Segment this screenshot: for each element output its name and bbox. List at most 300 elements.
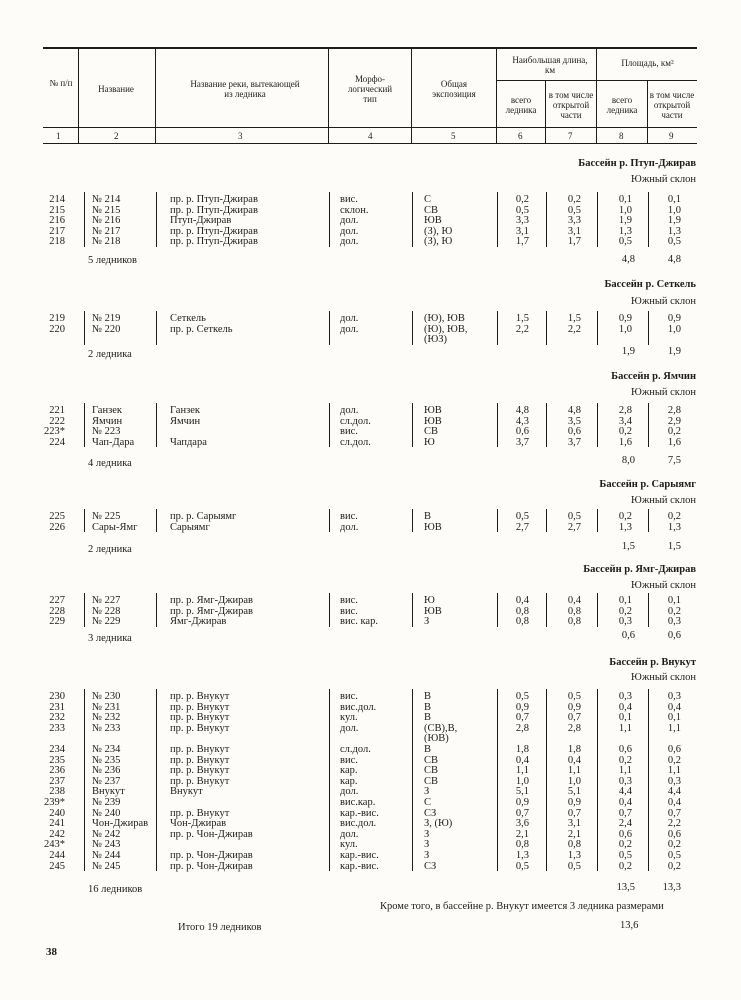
table-row [0, 314, 741, 324]
length-total: 0,4 [515, 754, 529, 766]
morphologic-type: кар. [340, 775, 358, 787]
column-separator [84, 192, 85, 247]
length-total: 0,7 [515, 712, 529, 724]
length-total: 0,5 [515, 204, 529, 216]
basin-title: Бассейн р. Сарыямг [599, 479, 696, 490]
area-total: 2,8 [618, 405, 632, 416]
river-name: пр. р. Птуп-Джирав [170, 225, 258, 237]
area-open: 1,0 [667, 323, 681, 335]
table-row [0, 417, 741, 427]
column-separator [597, 689, 598, 871]
header-col4: Морфо-логический тип [347, 74, 393, 104]
morphologic-type: сл.дол. [340, 415, 371, 427]
length-total: 2,2 [515, 323, 529, 335]
length-total: 0,9 [515, 797, 529, 808]
table-row [0, 819, 741, 829]
area-open: 0,6 [667, 744, 681, 755]
length-open: 4,8 [567, 405, 581, 416]
basin-area-open: 0,6 [667, 630, 681, 641]
basin-glacier-count: 2 ледника [88, 544, 132, 555]
river-name: пр. р. Внукут [170, 701, 230, 713]
table-row [0, 227, 741, 237]
area-total: 1,1 [618, 722, 632, 734]
area-total: 0,3 [618, 691, 632, 702]
glacier-name: № 243 [92, 839, 121, 851]
header-col5: Общая экспозиция [432, 79, 476, 99]
glacier-name: № 216 [92, 215, 121, 227]
header-bottom-rule [43, 127, 697, 128]
exposition: ЮВ [424, 521, 442, 533]
column-separator [497, 593, 498, 627]
area-open: 1,6 [667, 436, 681, 448]
river-name: пр. р. Внукут [170, 754, 230, 766]
area-total: 0,2 [618, 511, 632, 522]
column-separator [412, 509, 413, 532]
area-total: 1,0 [618, 204, 632, 216]
area-open: 0,2 [667, 754, 681, 766]
column-separator [497, 192, 498, 247]
header-divider [328, 48, 329, 143]
river-name: пр. р. Внукут [170, 722, 230, 734]
column-number: 2 [114, 131, 119, 141]
morphologic-type: вис. [340, 194, 358, 205]
morphologic-type: кул. [340, 712, 358, 724]
glacier-name: № 244 [92, 850, 121, 861]
basin-area-open: 7,5 [667, 455, 681, 466]
table-row [0, 195, 741, 205]
length-open: 0,8 [567, 605, 581, 617]
column-separator [648, 403, 649, 447]
table-row [0, 406, 741, 416]
slope-label: Южный склон [631, 296, 696, 307]
exposition: (СВ),В, [424, 722, 458, 734]
column-separator [329, 311, 330, 345]
area-open: 0,9 [667, 313, 681, 324]
exposition: Ю [424, 436, 435, 448]
area-total: 0,6 [618, 828, 632, 840]
length-total: 0,8 [515, 839, 529, 851]
table-row [0, 617, 741, 627]
river-name: Сеткель [170, 313, 206, 324]
length-total: 0,2 [515, 194, 529, 205]
row-number: 241 [49, 818, 65, 830]
table-row [0, 840, 741, 850]
row-number: 243* [44, 839, 65, 851]
header-group-area: Площадь, км² [621, 58, 674, 68]
basin-title: Бассейн р. Ямчин [611, 371, 696, 382]
area-open: 1,3 [667, 225, 681, 237]
footnote-text: Кроме того, в бассейне р. Внукут имеется 3 ледника размерами [380, 901, 664, 912]
row-number: 231 [49, 701, 65, 713]
column-separator [497, 689, 498, 871]
table-row [0, 862, 741, 872]
morphologic-type: сл.дол. [340, 436, 371, 448]
total-value: 13,6 [620, 920, 639, 931]
exposition: ЮВ [424, 605, 442, 617]
row-number: 215 [49, 204, 65, 216]
exposition: (З), Ю [424, 236, 453, 248]
length-open: 3,1 [567, 818, 581, 830]
row-number: 242 [49, 828, 65, 840]
glacier-name: Чон-Джирав [92, 818, 149, 830]
length-open: 2,7 [567, 521, 581, 533]
header-col9: в том числе открытой части [649, 90, 695, 120]
table-row [0, 206, 741, 216]
length-open: 0,5 [567, 860, 581, 872]
glacier-name: Ямчин [92, 415, 123, 427]
glacier-name: № 242 [92, 828, 121, 840]
length-open: 3,1 [567, 225, 581, 237]
row-number: 233 [49, 722, 65, 734]
table-row [0, 335, 741, 345]
area-open: 0,7 [667, 807, 681, 819]
total-label: Итого 19 ледников [178, 922, 262, 933]
slope-label: Южный склон [631, 174, 696, 185]
exposition: (З), Ю [424, 225, 453, 237]
glacier-name: № 229 [92, 616, 121, 628]
river-name: пр. р. Сеткель [170, 323, 233, 335]
length-total: 1,1 [515, 765, 529, 777]
column-separator [648, 509, 649, 532]
basin-area-total: 8,0 [621, 455, 635, 466]
river-name: Птуп-Джирав [170, 215, 232, 227]
column-separator [546, 192, 547, 247]
colnum-bottom-rule [43, 143, 697, 144]
exposition: С [424, 797, 432, 808]
area-open: 0,1 [667, 595, 681, 606]
area-total: 0,2 [618, 754, 632, 766]
length-open: 0,7 [567, 712, 581, 724]
exposition: З [424, 828, 430, 840]
exposition: СВ [424, 754, 439, 766]
table-row [0, 809, 741, 819]
area-total: 0,6 [618, 744, 632, 755]
row-number: 222 [49, 415, 65, 427]
area-total: 1,9 [618, 215, 632, 227]
morphologic-type: дол. [340, 828, 359, 840]
row-number: 217 [49, 225, 65, 237]
exposition: В [424, 511, 432, 522]
glacier-name: № 230 [92, 691, 121, 702]
river-name: пр. р. Внукут [170, 765, 230, 777]
area-open: 1,1 [667, 765, 681, 777]
area-total: 0,2 [618, 605, 632, 617]
river-name: пр. р. Чон-Джирав [170, 850, 253, 861]
morphologic-type: вис. [340, 691, 358, 702]
row-number: 225 [49, 511, 65, 522]
header-divider [411, 48, 412, 143]
column-number: 9 [669, 131, 674, 141]
glacier-name: Ганзек [92, 405, 122, 416]
table-row [0, 512, 741, 522]
length-total: 2,8 [515, 722, 529, 734]
length-open: 0,7 [567, 807, 581, 819]
basin-glacier-count: 16 ледников [88, 884, 143, 895]
column-separator [412, 311, 413, 345]
table-row [0, 756, 741, 766]
basin-area-total: 4,8 [621, 254, 635, 265]
column-separator [546, 689, 547, 871]
row-number: 244 [49, 850, 65, 861]
column-separator [329, 403, 330, 447]
area-open: 0,2 [667, 511, 681, 522]
row-number: 214 [49, 194, 65, 205]
length-open: 2,1 [567, 828, 581, 840]
morphologic-type: кул. [340, 839, 358, 851]
river-name: пр. р. Внукут [170, 807, 230, 819]
morphologic-type: вис. кар. [340, 616, 378, 628]
length-open: 3,5 [567, 415, 581, 427]
row-number: 238 [49, 786, 65, 798]
river-name: пр. р. Ямг-Джирав [170, 595, 253, 606]
morphologic-type: вис. [340, 511, 358, 522]
row-number: 234 [49, 744, 65, 755]
length-total: 4,8 [515, 405, 529, 416]
glacier-name: № 223 [92, 426, 121, 438]
area-total: 2,4 [618, 818, 632, 830]
column-separator [156, 509, 157, 532]
header-divider [647, 81, 648, 143]
exposition: В [424, 712, 432, 724]
column-number: 3 [238, 131, 243, 141]
column-separator [84, 689, 85, 871]
morphologic-type: дол. [340, 225, 359, 237]
exposition: СВ [424, 426, 439, 438]
glacier-name: № 231 [92, 701, 121, 713]
column-separator [84, 593, 85, 627]
slope-label: Южный склон [631, 387, 696, 398]
length-open: 1,1 [567, 765, 581, 777]
length-open: 0,6 [567, 426, 581, 438]
morphologic-type: дол. [340, 722, 359, 734]
column-number: 6 [518, 131, 523, 141]
area-open: 0,2 [667, 839, 681, 851]
column-separator [156, 192, 157, 247]
length-open: 0,8 [567, 839, 581, 851]
row-number: 235 [49, 754, 65, 766]
length-open: 0,9 [567, 797, 581, 808]
glacier-name: № 234 [92, 744, 121, 755]
length-open: 0,8 [567, 616, 581, 628]
exposition: СВ [424, 204, 439, 216]
area-total: 3,4 [618, 415, 632, 427]
morphologic-type: вис.дол. [340, 701, 377, 713]
row-number: 228 [49, 605, 65, 617]
morphologic-type: кар. [340, 765, 358, 777]
length-total: 1,5 [515, 313, 529, 324]
area-total: 0,1 [618, 595, 632, 606]
row-number: 220 [49, 323, 65, 335]
morphologic-type: дол. [340, 521, 359, 533]
row-number: 239* [44, 797, 65, 808]
morphologic-type: кар.-вис. [340, 860, 379, 872]
table-row [0, 745, 741, 755]
column-separator [84, 403, 85, 447]
slope-label: Южный склон [631, 495, 696, 506]
length-total: 1,3 [515, 850, 529, 861]
length-total: 0,9 [515, 701, 529, 713]
table-row [0, 607, 741, 617]
area-open: 2,8 [667, 405, 681, 416]
exposition: (ЮВ) [424, 733, 449, 745]
basin-area-open: 13,3 [662, 882, 681, 893]
basin-title: Бассейн р. Внукут [609, 657, 696, 668]
river-name: пр. р. Чон-Джирав [170, 860, 253, 872]
length-open: 1,3 [567, 850, 581, 861]
morphologic-type: сл.дол. [340, 744, 371, 755]
exposition: ЮВ [424, 215, 442, 227]
length-total: 0,4 [515, 595, 529, 606]
river-name: Ганзек [170, 405, 200, 416]
table-row [0, 427, 741, 437]
glacier-name: № 240 [92, 807, 121, 819]
basin-glacier-count: 4 ледника [88, 458, 132, 469]
row-number: 219 [49, 313, 65, 324]
table-row [0, 692, 741, 702]
exposition: Ю [424, 595, 435, 606]
column-separator [546, 509, 547, 532]
exposition: СЗ [424, 807, 437, 819]
river-name: пр. р. Ямг-Джирав [170, 605, 253, 617]
exposition: З [424, 786, 430, 798]
glacier-name: № 236 [92, 765, 121, 777]
column-separator [597, 192, 598, 247]
column-number: 5 [451, 131, 456, 141]
column-separator [412, 593, 413, 627]
column-separator [597, 403, 598, 447]
column-separator [84, 311, 85, 345]
glacier-name: № 232 [92, 712, 121, 724]
page-number: 38 [46, 946, 57, 958]
basin-area-open: 4,8 [667, 254, 681, 265]
morphologic-type: вис. [340, 595, 358, 606]
exposition: З, (Ю) [424, 818, 453, 830]
table-row [0, 851, 741, 861]
basin-title: Бассейн р. Птуп-Джирав [578, 158, 696, 169]
glacier-name: № 217 [92, 225, 121, 237]
header-col8: всего ледника [606, 95, 638, 115]
river-name: пр. р. Внукут [170, 775, 230, 787]
river-name: пр. р. Птуп-Джирав [170, 204, 258, 216]
length-open: 0,5 [567, 511, 581, 522]
header-group-length: Наибольшая длина, км [512, 55, 588, 75]
glacier-name: № 235 [92, 754, 121, 766]
area-total: 1,3 [618, 521, 632, 533]
length-open: 2,8 [567, 722, 581, 734]
table-row [0, 237, 741, 247]
river-name: Ямчин [170, 415, 201, 427]
table-row [0, 724, 741, 734]
area-open: 0,6 [667, 828, 681, 840]
area-total: 0,2 [618, 860, 632, 872]
area-open: 0,5 [667, 850, 681, 861]
length-open: 0,9 [567, 701, 581, 713]
row-number: 221 [49, 405, 65, 416]
basin-area-open: 1,9 [667, 346, 681, 357]
glacier-name: № 227 [92, 595, 121, 606]
river-name: пр. р. Внукут [170, 712, 230, 724]
column-separator [648, 689, 649, 871]
length-total: 0,8 [515, 605, 529, 617]
column-separator [648, 593, 649, 627]
river-name: пр. р. Внукут [170, 691, 230, 702]
exposition: ЮВ [424, 405, 442, 416]
basin-area-total: 1,5 [621, 541, 635, 552]
column-separator [597, 311, 598, 345]
river-name: пр. р. Птуп-Джирав [170, 194, 258, 205]
column-separator [84, 509, 85, 532]
area-total: 1,0 [618, 323, 632, 335]
column-separator [412, 689, 413, 871]
exposition: (ЮЗ) [424, 334, 448, 346]
river-name: пр. р. Сарыямг [170, 511, 237, 522]
row-number: 218 [49, 236, 65, 248]
length-total: 5,1 [515, 786, 529, 798]
column-separator [497, 311, 498, 345]
morphologic-type: вис. [340, 426, 358, 438]
column-separator [156, 403, 157, 447]
header-top-rule [43, 47, 697, 49]
length-total: 0,8 [515, 616, 529, 628]
column-separator [546, 403, 547, 447]
column-separator [648, 311, 649, 345]
length-total: 3,3 [515, 215, 529, 227]
length-open: 1,8 [567, 744, 581, 755]
column-separator [497, 509, 498, 532]
basin-area-total: 13,5 [616, 882, 635, 893]
row-number: 227 [49, 595, 65, 606]
exposition: (Ю), ЮВ [424, 313, 465, 324]
river-name: Ямг-Джирав [170, 616, 227, 628]
exposition: В [424, 691, 432, 702]
area-open: 0,4 [667, 701, 681, 713]
length-total: 0,7 [515, 807, 529, 819]
table-row [0, 325, 741, 335]
basin-area-total: 0,6 [621, 630, 635, 641]
header-col7: в том числе открытой части [548, 90, 594, 120]
row-number: 223* [44, 426, 65, 438]
river-name: Чон-Джирав [170, 818, 227, 830]
area-total: 0,2 [618, 426, 632, 438]
area-total: 0,2 [618, 839, 632, 851]
area-open: 1,9 [667, 215, 681, 227]
row-number: 236 [49, 765, 65, 777]
header-divider [78, 48, 79, 143]
exposition: СВ [424, 765, 439, 777]
column-separator [597, 593, 598, 627]
length-total: 0,5 [515, 860, 529, 872]
column-separator [546, 593, 547, 627]
length-total: 3,1 [515, 225, 529, 237]
length-open: 1,0 [567, 775, 581, 787]
length-open: 0,2 [567, 194, 581, 205]
glacier-name: № 219 [92, 313, 121, 324]
area-total: 0,3 [618, 775, 632, 787]
table-row [0, 703, 741, 713]
glacier-name: Внукут [92, 786, 125, 798]
column-separator [648, 192, 649, 247]
exposition: СВ [424, 775, 439, 787]
column-number: 8 [619, 131, 624, 141]
exposition: З [424, 850, 430, 861]
river-name: Сарыямг [170, 521, 210, 533]
area-total: 0,4 [618, 701, 632, 713]
morphologic-type: вис.дол. [340, 818, 377, 830]
glacier-name: № 239 [92, 797, 121, 808]
header-divider [596, 48, 597, 143]
morphologic-type: дол. [340, 786, 359, 798]
row-number: 230 [49, 691, 65, 702]
